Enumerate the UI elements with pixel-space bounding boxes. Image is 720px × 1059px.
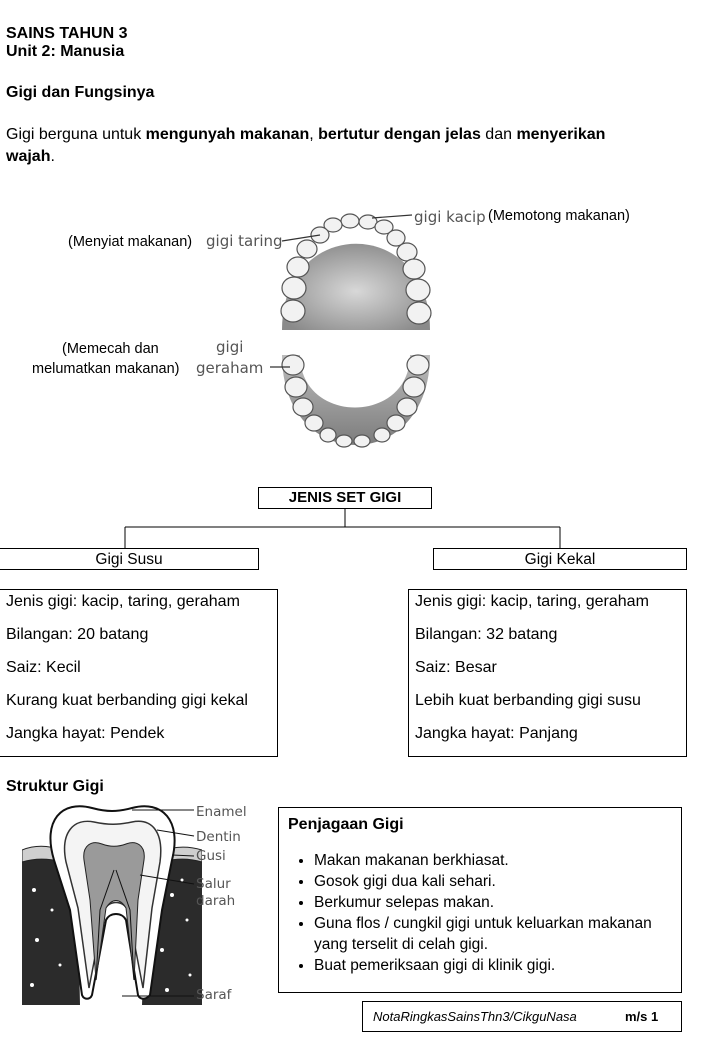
intro-paragraph: Gigi berguna untuk mengunyah makanan, bertutur dengan jelas dan menyerikan wajah. [6,126,606,165]
label-darah: darah [196,893,236,909]
label-enamel: Enamel [196,804,247,820]
subject-title: SAINS TAHUN 3 [6,25,128,42]
kekal-line: Lebih kuat berbanding gigi susu [415,692,641,709]
susu-header [0,548,259,570]
care-item: • Guna flos / cungkil gigi untuk keluarkan makanan yang terselit di celah gigi. [314,913,674,955]
page-number: m/s 1 [625,1009,659,1024]
susu-line: Jenis gigi: kacip, taring, geraham [6,593,240,610]
footer-box [362,1001,682,1032]
care-item: • Gosok gigi dua kali sehari. [314,871,674,892]
care-list [288,850,674,976]
care-item: • Buat pemeriksaan gigi di klinik gigi. [314,955,674,976]
geraham-function-1: (Memecah dan [62,341,159,357]
sets-title: JENIS SET GIGI [288,489,402,506]
kekal-header [433,548,687,570]
susu-line: Bilangan: 20 batang [6,626,149,643]
taring-function: (Menyiat makanan) [68,234,193,250]
care-item: • Berkumur selepas makan. [314,892,674,913]
kekal-line: Jenis gigi: kacip, taring, geraham [415,593,649,610]
geraham-label-2: geraham [196,359,264,377]
kekal-line: Saiz: Besar [415,659,497,676]
label-gusi: Gusi [196,848,226,864]
geraham-function-2: melumatkan makanan) [32,361,180,377]
kekal-line: Bilangan: 32 batang [415,626,558,643]
geraham-label-1: gigi [216,338,244,356]
kekal-name: Gigi Kekal [524,551,596,568]
unit-title: Unit 2: Manusia [6,43,125,60]
sets-connector [0,509,720,549]
kekal-line: Jangka hayat: Panjang [415,725,578,742]
label-salur: Salur [196,876,231,892]
label-dentin: Dentin [196,829,241,845]
sets-title-box [258,487,432,509]
kekal-details [408,589,687,757]
care-title: Penjagaan Gigi [288,816,404,833]
taring-label: gigi taring [206,232,283,250]
kacip-label: gigi kacip [414,208,486,226]
kacip-function: (Memotong makanan) [488,208,630,224]
label-saraf: Saraf [196,987,232,1003]
tooth-structure-diagram [22,800,202,1005]
susu-line: Kurang kuat berbanding gigi kekal [6,692,248,709]
susu-line: Saiz: Kecil [6,659,81,676]
footer-note: NotaRingkasSainsThn3/CikguNasa [373,1009,577,1024]
structure-title: Struktur Gigi [6,778,104,795]
care-item: • Makan makanan berkhiasat. [314,850,674,871]
susu-details [0,589,278,757]
section-title: Gigi dan Fungsinya [6,84,155,101]
susu-name: Gigi Susu [95,551,163,568]
susu-line: Jangka hayat: Pendek [6,725,165,742]
